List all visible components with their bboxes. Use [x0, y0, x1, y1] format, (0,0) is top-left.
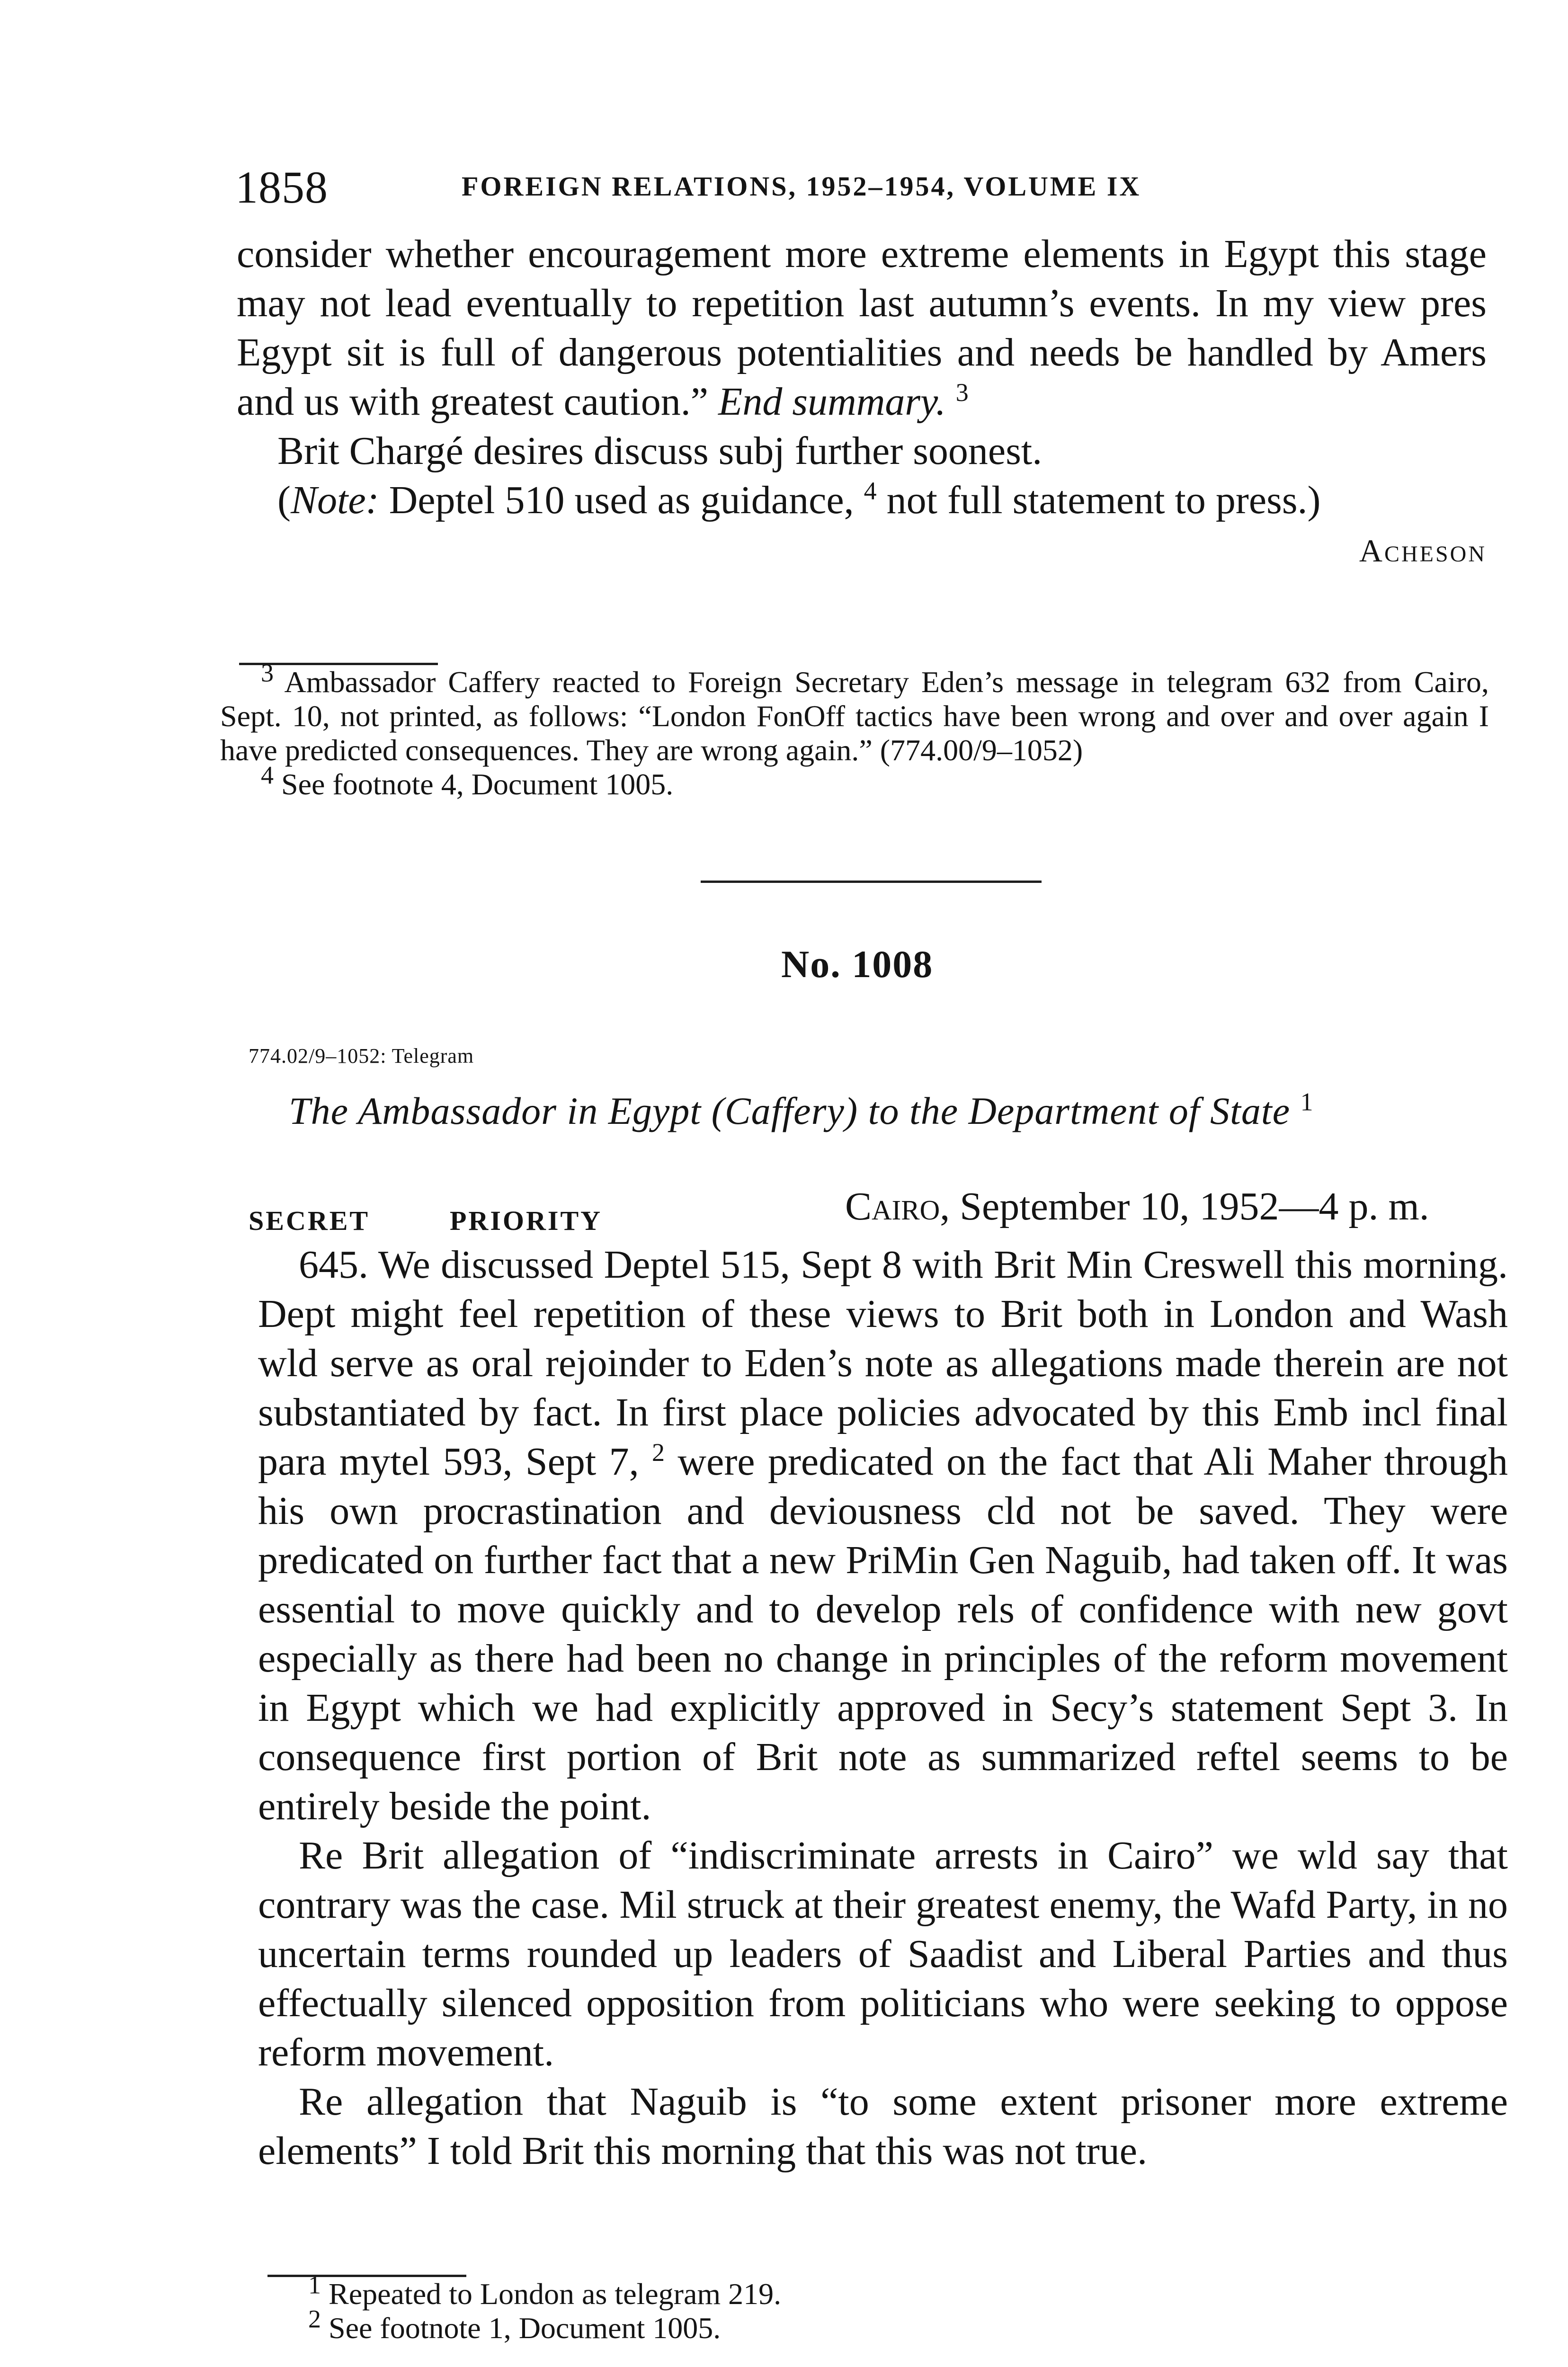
dateline-place: Cairo, — [845, 1184, 950, 1228]
paragraph — [237, 230, 1487, 427]
note-label: Note: — [290, 478, 379, 522]
classification: SECRET — [249, 1205, 370, 1236]
footnote-reference: 4 — [864, 477, 877, 505]
section-divider — [701, 881, 1042, 883]
paragraph — [237, 476, 1487, 525]
footnote-text: Ambassador Caffery reacted to Foreign Secretary Eden’s message in telegram 632 from Cairo, Sept. 10, not printed, as follows: “London FonOff tactics have been wrong and over and over again I have predicted consequences. They are wrong again.” (774.00/9–1052) — [220, 665, 1489, 767]
file-reference: 774.02/9–1052: Telegram — [249, 1044, 474, 1068]
previous-document-text — [237, 230, 1487, 575]
paren: ( — [277, 478, 291, 522]
footnote-marker: 2 — [308, 2305, 321, 2333]
paragraph: Brit Chargé desires discuss subj further soonest. — [277, 429, 1042, 473]
footnote — [267, 2305, 1498, 2345]
document-body — [258, 1240, 1508, 2176]
footnote-marker: 1 — [308, 2270, 321, 2299]
end-summary-italic: End summary. — [718, 380, 946, 424]
footnotes-top — [220, 658, 1489, 801]
footnote-reference: 3 — [955, 378, 969, 407]
footnote — [220, 658, 1489, 767]
precedence: PRIORITY — [450, 1205, 603, 1236]
page-number: 1858 — [235, 162, 328, 213]
paragraph: Re allegation that Naguib is “to some extent prisoner more extreme elements” I told Brit this morning that this was not true. — [258, 2080, 1508, 2173]
paragraph-text: were predicated on the fact that Ali Maher through his own procrastination and deviousness cld not be saved. They were predicated on further fact that a new PriMin Gen Naguib, had taken off. It was essential to move quickly and to develop rels of confidence with new govt especially as there had been no change in principles of the reform movement in Egypt which we had explicitly approved in Secy’s statement Sept 3. In consequence first portion of Brit note as summarized reftel seems to be entirely beside the point. — [258, 1440, 1508, 1828]
footnote-text: See footnote 1, Document 1005. — [321, 2311, 721, 2345]
document-title-text: The Ambassador in Egypt (Caffery) to the Department of State — [289, 1089, 1291, 1132]
paragraph-text: not full statement to press.) — [876, 478, 1321, 522]
signature: Acheson — [1359, 533, 1487, 569]
footnote-reference: 2 — [652, 1438, 665, 1467]
footnote-text: Repeated to London as telegram 219. — [321, 2277, 782, 2311]
footnote-marker: 4 — [261, 761, 274, 790]
paragraph-text: consider whether encouragement more extreme elements in Egypt this stage may not lead eventually to repetition last autumn’s events. In my view pres Egypt sit is full of dangerous potentialities and needs be handled by Amers and us with greatest caution.” — [237, 232, 1487, 424]
paragraph-text: 645. We discussed Deptel 515, Sept 8 with Brit Min Creswell this morning. Dept might feel repetition of these views to Brit both in London and Wash wld serve as oral rejoinder to Eden’s note as allegations made therein are not substantiated by fact. In first place policies advocated by this Emb incl final para mytel 593, Sept 7, — [258, 1243, 1508, 1484]
dateline-date: September 10, 1952—4 p. m. — [950, 1184, 1429, 1228]
paragraph — [258, 1240, 1508, 1831]
footnote-reference: 1 — [1300, 1087, 1314, 1116]
document-title — [289, 1089, 1314, 1133]
paragraph: Re Brit allegation of “indiscriminate arrests in Cairo” we wld say that contrary was the case. Mil struck at their greatest enemy, the Wafd Party, in no uncertain terms rounded up leaders of Saadist and Liberal Parties and thus effectually silenced opposition from politicians who were seeking to oppose reform movement. — [258, 1833, 1508, 2074]
footnote-marker: 3 — [261, 658, 274, 687]
footnotes-bottom — [267, 2270, 1498, 2345]
document-number: No. 1008 — [781, 943, 934, 986]
running-title: FOREIGN RELATIONS, 1952–1954, VOLUME IX — [462, 171, 1141, 202]
footnote — [267, 2270, 1498, 2311]
dateline — [845, 1184, 1429, 1229]
footnote-text: See footnote 4, Document 1005. — [274, 767, 674, 801]
footnote — [220, 761, 1489, 801]
paragraph-text: Deptel 510 used as guidance, — [379, 478, 864, 522]
